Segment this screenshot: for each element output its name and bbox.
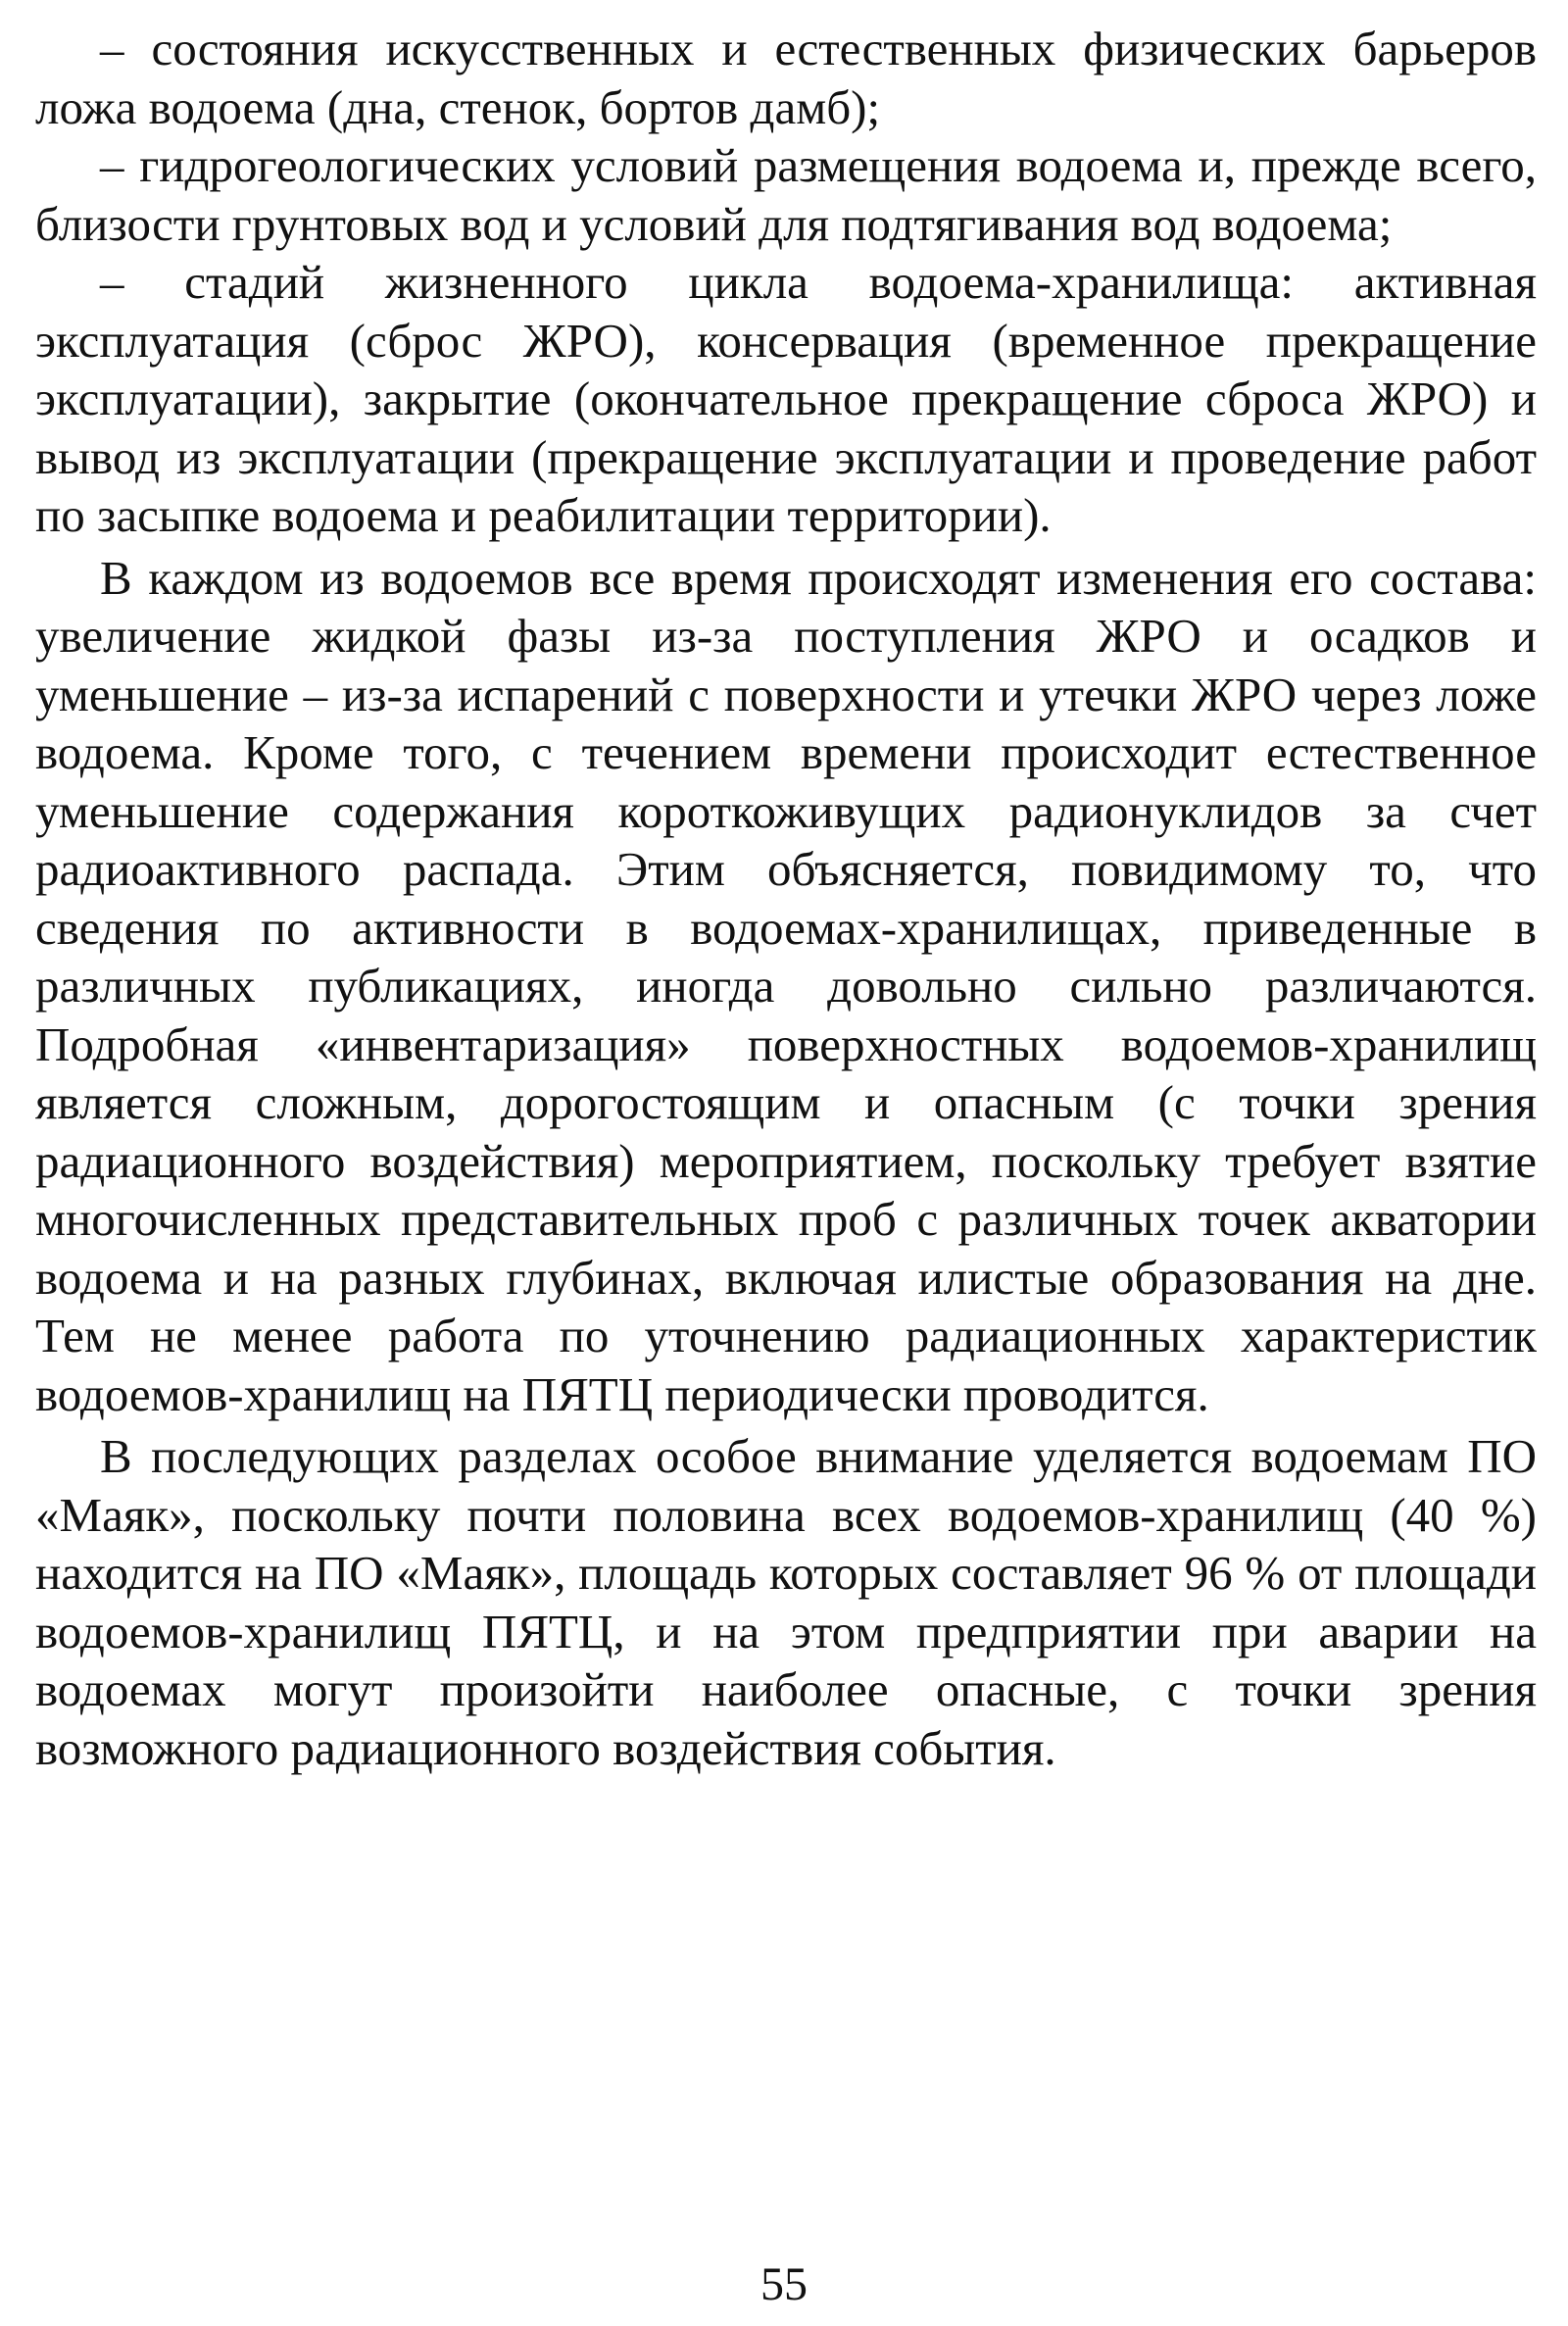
paragraph-composition-changes: В каждом из водоемов все время происходят изменения его состава: увеличение жидкой фазы из-за поступления ЖРО и осадков и уменьшение – из-за испарений с поверхности и утечки ЖРО через ложе водоема. Кроме того, с течением времени происходит естественное уменьшение содержания короткоживущих радионуклидов за счет радиоактивного распада. Этим объясняется, повидимому то, что сведения по активности в водоемах-хранилищах, приведенные в различных публикациях, иногда довольно сильно различаются. Подробная «инвентаризация» поверхностных водоемов-хранилищ является сложным, дорогостоящим и опасным (с точки зрения радиационного воздействия) мероприятием, поскольку требует взятие многочисленных представительных проб с различных точек акватории водоема и на разных глубинах, включая илистые образования на дне. Тем не менее работа по уточнению радиационных характеристик водоемов-хранилищ на ПЯТЦ периодически проводится. bbox=[35, 550, 1537, 1421]
list-item-hydrogeology: – гидрогеологических условий размещения водоема и, прежде всего, близости грунтовых вод и условий для подтягивания вод водоема; bbox=[35, 138, 1537, 251]
page-text bbox=[35, 20, 1537, 1777]
list-item-barriers: – состояния искусственных и естественных физических барьеров ложа водоема (дна, стенок, бортов дамб); bbox=[35, 22, 1537, 134]
paragraph-mayak-focus: В последующих разделах особое внимание уделяется водоемам ПО «Маяк», поскольку почти половина всех водоемов-хранилищ (40 %) находится на ПО «Маяк», площадь которых составляет 96 % от площади водоемов-хранилищ ПЯТЦ, и на этом предприятии при аварии на водоемах могут произойти наиболее опасные, с точки зрения возможного радиационного воздействия события. bbox=[35, 1429, 1537, 1775]
page-number: 55 bbox=[760, 2258, 808, 2310]
list-item-lifecycle: – стадий жизненного цикла водоема-хранилища: активная эксплуатация (сброс ЖРО), консервация (временное прекращение эксплуатации), закрытие (окончательное прекращение сброса ЖРО) и вывод из эксплуатации (прекращение эксплуатации и проведение работ по засыпке водоема и реабилитации территории). bbox=[35, 255, 1537, 542]
